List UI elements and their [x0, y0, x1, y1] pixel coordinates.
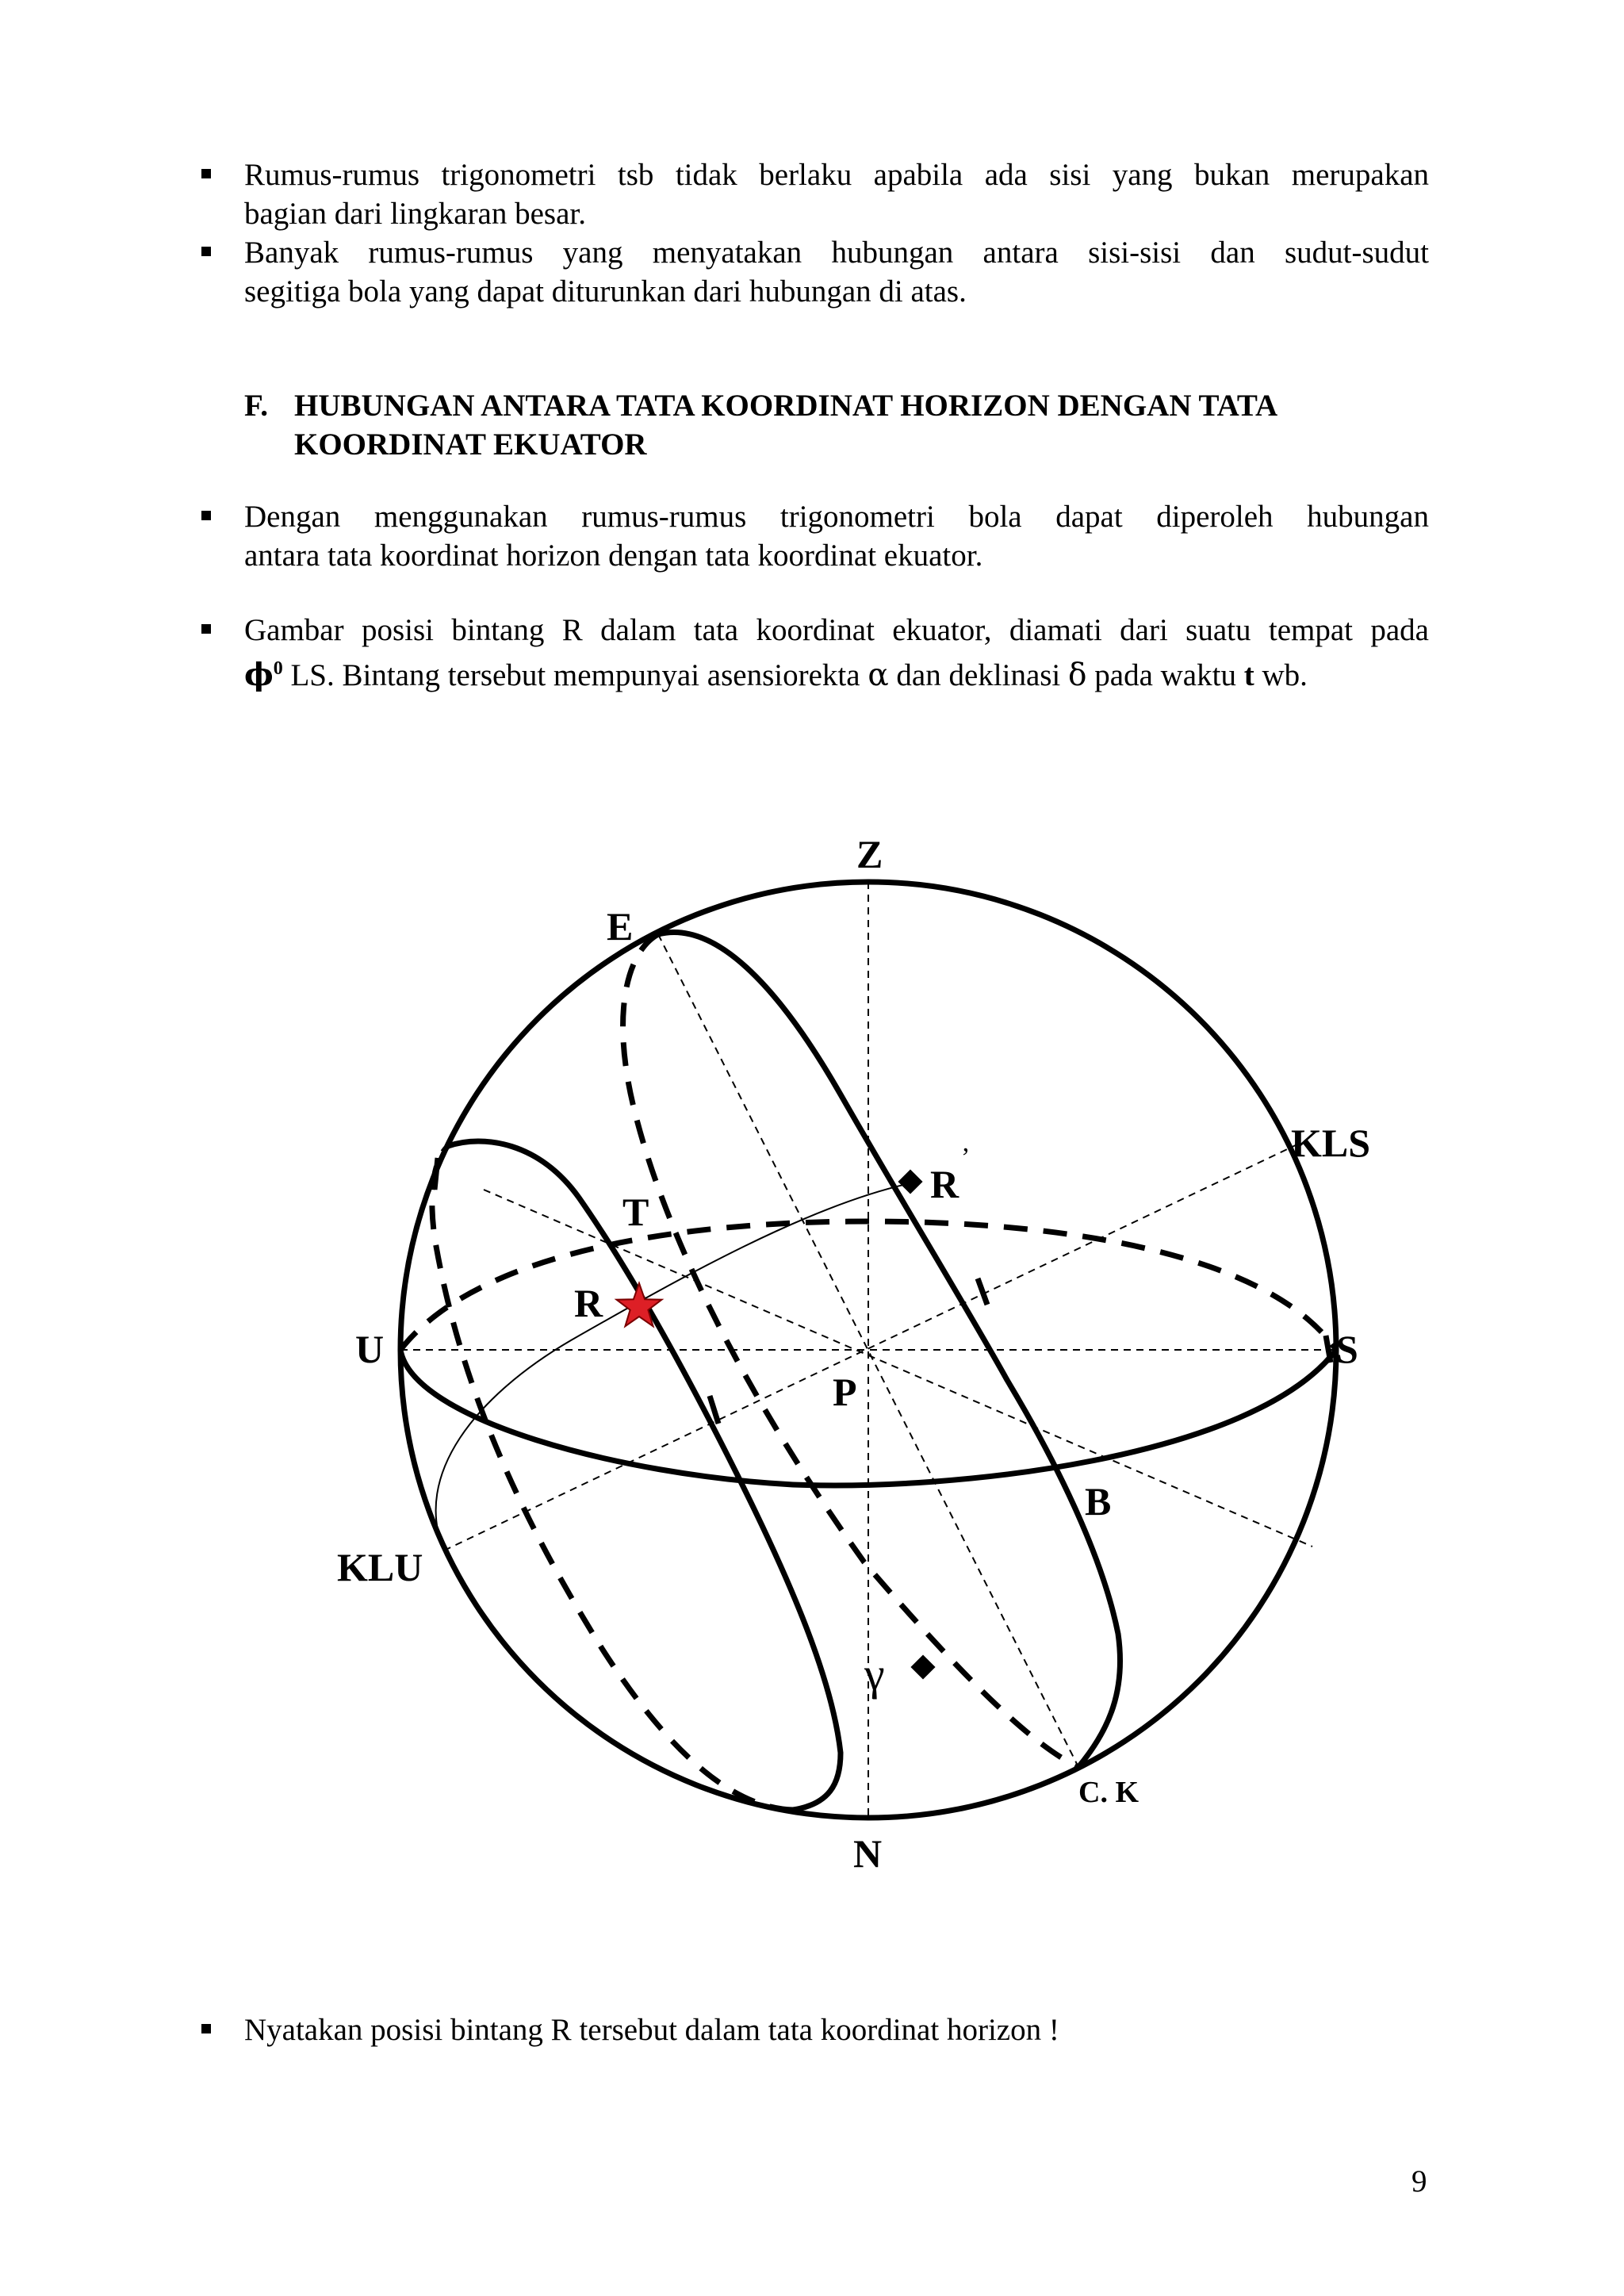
phi-symbol: ϕ — [244, 657, 274, 693]
label-zenith: Z — [856, 832, 883, 876]
label-gamma: γ — [864, 1648, 885, 1700]
text-part-b: dan deklinasi — [888, 658, 1069, 692]
label-p: P — [833, 1370, 857, 1414]
label-t: T — [622, 1190, 649, 1234]
bullet-nyatakan — [244, 2010, 1429, 2049]
page-number: 9 — [1411, 2164, 1427, 2198]
bullet-line: Rumus-rumus trigonometri tsb tidak berlaku apabila ada sisi yang bukan merupakan — [244, 158, 1429, 192]
bullet-line: bagian dari lingkaran besar. — [244, 197, 586, 231]
label-prime-mark: ’ — [961, 1143, 971, 1172]
time-variable: t — [1243, 658, 1254, 692]
bullet-line: Nyatakan posisi bintang R tersebut dalam tata koordinat horizon ! — [244, 2013, 1059, 2047]
label-e: E — [607, 904, 634, 949]
text-part-a: LS. Bintang tersebut mempunyai asensiorekta — [282, 658, 868, 692]
section-title-line-1: HUBUNGAN ANTARA TATA KOORDINAT HORIZON DENGAN TATA — [294, 389, 1278, 423]
alpha-symbol: α — [868, 657, 889, 693]
label-ck: C. K — [1078, 1776, 1139, 1809]
tick-mark — [435, 1158, 438, 1190]
tick-mark — [978, 1278, 987, 1305]
bullet-line: Dengan menggunakan rumus-rumus trigonometri bola dapat diperoleh hubungan — [244, 500, 1429, 534]
label-utara: U — [355, 1327, 385, 1371]
label-nadir: N — [853, 1831, 883, 1876]
section-title-line-2: KOORDINAT EKUATOR — [294, 427, 647, 462]
bullet-line: Gambar posisi bintang R dalam tata koordinat ekuator, diamati dari suatu tempat pada — [244, 613, 1429, 647]
text-part-c: pada waktu — [1086, 658, 1244, 692]
section-number: F. — [244, 389, 268, 423]
label-b: B — [1085, 1479, 1112, 1524]
bullet-line: antara tata koordinat horizon dengan tata koordinat ekuator. — [244, 539, 983, 573]
label-selatan: S — [1336, 1327, 1358, 1371]
label-r: R — [574, 1281, 603, 1325]
label-kls: KLS — [1291, 1121, 1371, 1165]
bullet-line: Banyak rumus-rumus yang menyatakan hubungan antara sisi-sisi dan sudut-sudut — [244, 236, 1429, 270]
phi-superscript: 0 — [273, 658, 283, 679]
vernal-equinox-marker — [910, 1654, 935, 1679]
bullet-line: segitiga bola yang dapat diturunkan dari hubungan di atas. — [244, 274, 967, 309]
bullet-square-icon — [201, 2024, 211, 2033]
label-r-prime: R — [930, 1162, 959, 1206]
delta-symbol: δ — [1068, 657, 1087, 693]
hour-circle-arc — [436, 1183, 910, 1550]
text-part-d: wb. — [1254, 658, 1308, 692]
r-prime-marker — [898, 1169, 922, 1194]
label-klu: KLU — [337, 1545, 423, 1589]
polar-axis — [444, 1144, 1299, 1550]
